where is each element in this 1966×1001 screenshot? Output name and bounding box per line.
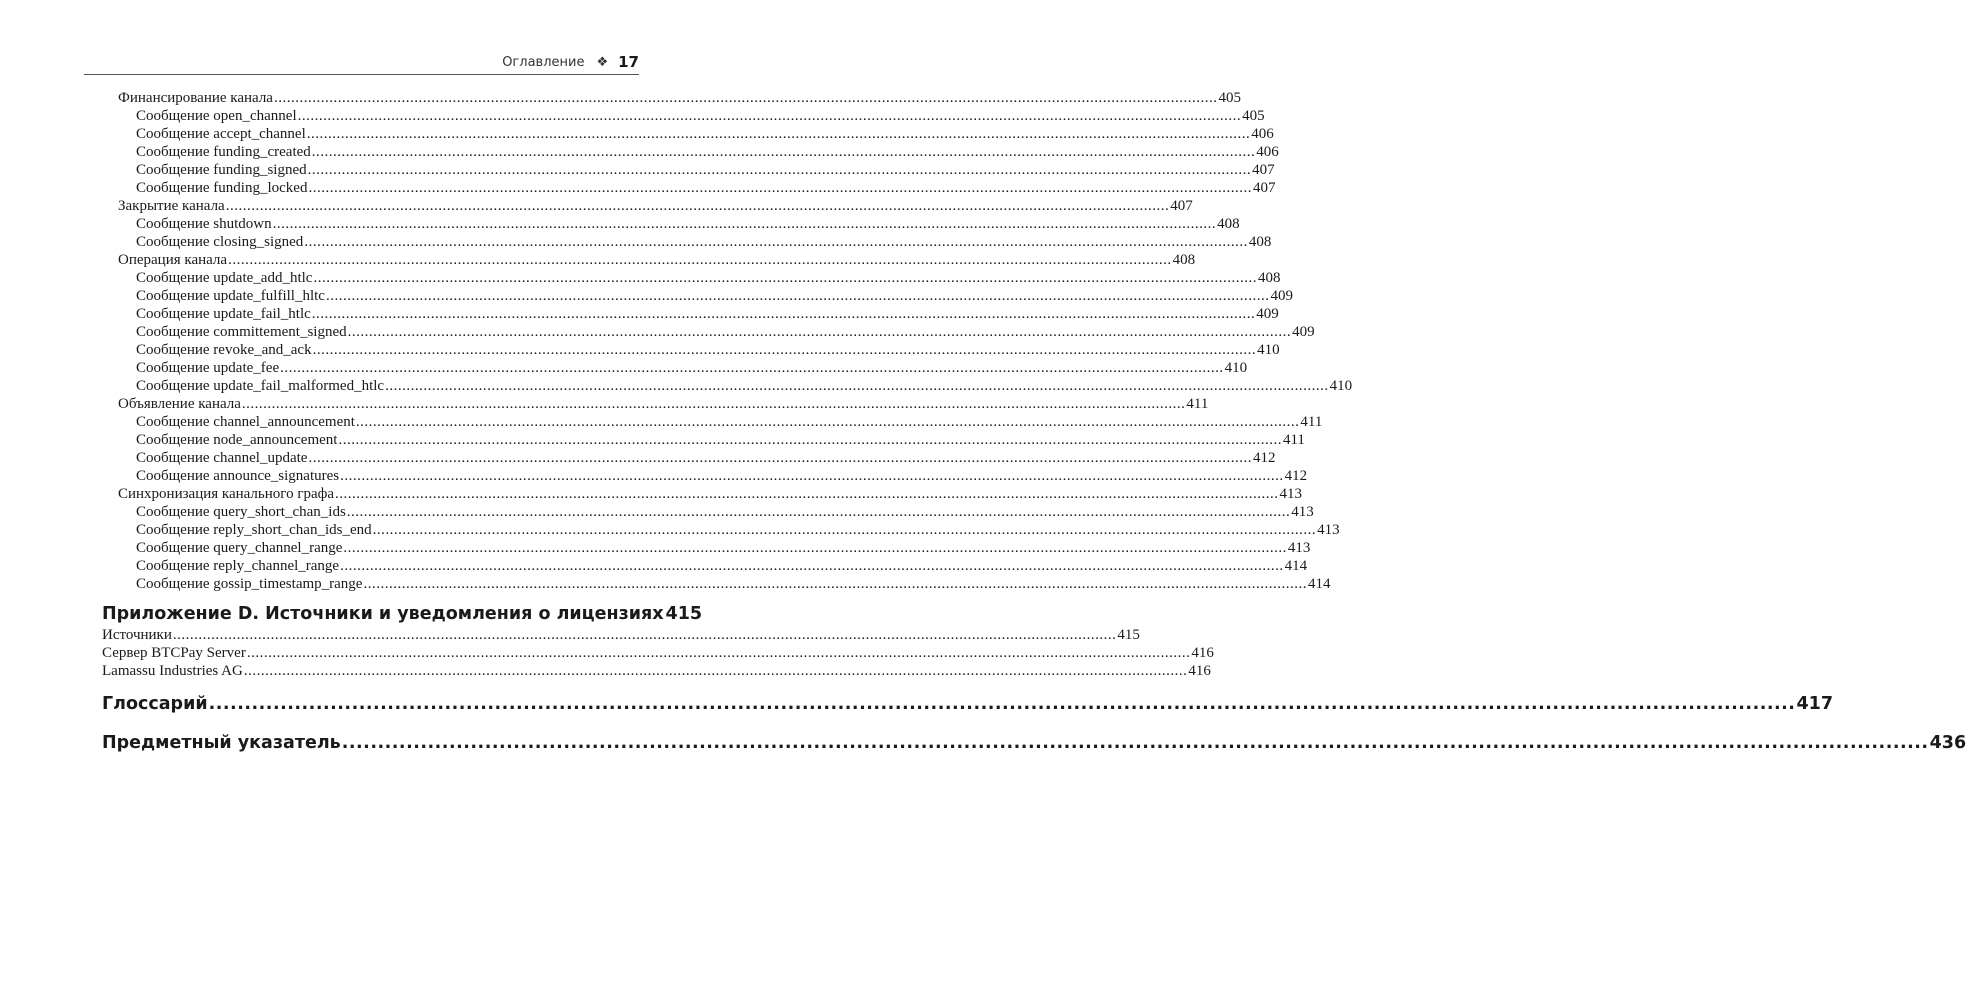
toc-entry-appendix-d[interactable] xyxy=(102,602,703,626)
toc-entry[interactable] xyxy=(102,626,1140,644)
toc-entry-page: 408 xyxy=(1217,216,1240,232)
toc-section-entries xyxy=(102,89,1353,593)
toc-entry[interactable] xyxy=(102,179,1276,197)
toc-entry[interactable] xyxy=(102,125,1274,143)
toc-entry-title: Сообщение funding_created xyxy=(136,144,311,160)
toc-entry[interactable] xyxy=(102,662,1211,680)
header-title: Оглавление xyxy=(502,54,585,70)
toc-entry-title: Сообщение announce_signatures xyxy=(136,468,340,484)
toc-entry-title: Сообщение update_add_htlc xyxy=(136,270,313,286)
dot-leader xyxy=(338,431,1282,449)
toc-entry-page: 436 xyxy=(1929,733,1966,753)
toc-entry-title: Сообщение channel_update xyxy=(136,450,308,466)
toc-entry-title: Сообщение query_channel_range xyxy=(136,540,343,556)
toc-entry[interactable] xyxy=(102,251,1196,269)
toc-entry[interactable] xyxy=(102,359,1248,377)
toc-entry-page: 408 xyxy=(1248,234,1272,250)
toc-entry-title: Сообщение open_channel xyxy=(136,108,297,124)
toc-entry-page: 411 xyxy=(1282,432,1305,448)
dot-leader xyxy=(307,125,1251,143)
dot-leader xyxy=(373,521,1317,539)
dot-leader xyxy=(308,179,1252,197)
toc-entry-page: 415 xyxy=(1117,627,1140,643)
toc-entry[interactable] xyxy=(102,305,1279,323)
toc-entry-title: Сервер BTCPay Server xyxy=(102,645,246,661)
toc-entry-title: Финансирование канала xyxy=(118,90,273,106)
toc-entry-title: Сообщение revoke_and_ack xyxy=(136,342,312,358)
toc-entry-page: 412 xyxy=(1252,450,1276,466)
dot-leader xyxy=(308,161,1252,179)
toc-entry-page: 406 xyxy=(1256,144,1279,160)
toc-entry-page: 405 xyxy=(1242,108,1265,124)
toc-entry[interactable] xyxy=(102,233,1272,251)
toc-entry-page: 416 xyxy=(1191,645,1214,661)
dot-leader xyxy=(247,644,1191,662)
toc-entry-page: 415 xyxy=(665,604,703,624)
toc-entry-page: 416 xyxy=(1188,663,1211,679)
toc-entry[interactable] xyxy=(102,269,1281,287)
toc-entry-title: Сообщение channel_announcement xyxy=(136,414,355,430)
ornament-icon: ❖ xyxy=(596,54,609,70)
toc-entry-title: Глоссарий xyxy=(102,694,208,714)
toc-entry[interactable] xyxy=(102,644,1214,662)
toc-entry-title: Предметный указатель xyxy=(102,733,341,753)
dot-leader xyxy=(312,305,1256,323)
toc-entry-page: 411 xyxy=(1300,414,1323,430)
dot-leader xyxy=(348,323,1292,341)
toc-entry[interactable] xyxy=(102,485,1303,503)
toc-entry-title: Сообщение committement_signed xyxy=(136,324,347,340)
toc-entry-page: 410 xyxy=(1224,360,1248,376)
toc-entry-page: 413 xyxy=(1291,504,1314,520)
toc-entry-title: Операция канала xyxy=(118,252,228,268)
toc-entry-title: Сообщение reply_short_chan_ids_end xyxy=(136,522,372,538)
dot-leader xyxy=(244,662,1188,680)
toc-entry-title: Сообщение update_fail_htlc xyxy=(136,306,311,322)
page-number: 17 xyxy=(618,53,639,71)
toc-entry[interactable] xyxy=(102,323,1315,341)
toc-entry-page: 409 xyxy=(1256,306,1279,322)
dot-leader xyxy=(340,467,1284,485)
dot-leader xyxy=(335,485,1279,503)
toc-entry-title: Сообщение accept_channel xyxy=(136,126,306,142)
toc-entry-title: Сообщение node_announcement xyxy=(136,432,338,448)
toc-entry[interactable] xyxy=(102,521,1340,539)
toc-entry-page: 414 xyxy=(1284,558,1308,574)
dot-leader xyxy=(347,503,1291,521)
dot-leader xyxy=(363,575,1307,593)
dot-leader xyxy=(274,89,1218,107)
toc-entry-glossary[interactable] xyxy=(102,692,1833,716)
dot-leader xyxy=(342,731,1929,755)
dot-leader xyxy=(385,377,1329,395)
toc-entry-index[interactable] xyxy=(102,731,1966,755)
toc-entry-page: 408 xyxy=(1257,270,1281,286)
toc-entry-page: 410 xyxy=(1257,342,1280,358)
toc-entry-title: Сообщение query_short_chan_ids xyxy=(136,504,346,520)
toc-entry-title: Сообщение funding_locked xyxy=(136,180,308,196)
toc-entry-page: 413 xyxy=(1317,522,1340,538)
toc-entry-title: Сообщение reply_channel_range xyxy=(136,558,340,574)
dot-leader xyxy=(280,359,1224,377)
toc-entry-page: 413 xyxy=(1287,540,1311,556)
toc-entry[interactable] xyxy=(102,89,1241,107)
toc-entry-title: Сообщение funding_signed xyxy=(136,162,307,178)
toc-entry-page: 414 xyxy=(1307,576,1331,592)
toc-entry-title: Сообщение gossip_timestamp_range xyxy=(136,576,363,592)
toc-entry[interactable] xyxy=(102,341,1280,359)
toc-entry-page: 412 xyxy=(1284,468,1308,484)
toc-entry[interactable] xyxy=(102,413,1323,431)
toc-entry[interactable] xyxy=(102,143,1279,161)
dot-leader xyxy=(242,395,1186,413)
toc-entry[interactable] xyxy=(102,449,1276,467)
toc-entry-page: 405 xyxy=(1218,90,1241,106)
dot-leader xyxy=(343,539,1287,557)
dot-leader xyxy=(313,269,1257,287)
toc-appendix-items xyxy=(102,626,1214,680)
toc-entry[interactable] xyxy=(102,575,1331,593)
toc-entry[interactable] xyxy=(102,503,1314,521)
toc-entry[interactable] xyxy=(102,197,1193,215)
dot-leader xyxy=(326,287,1270,305)
toc-entry-title: Синхронизация канального графа xyxy=(118,486,335,502)
toc-entry-page: 417 xyxy=(1796,694,1833,714)
toc-entry-title: Источники xyxy=(102,627,172,643)
toc-entry-title: Сообщение update_fail_malformed_htlc xyxy=(136,378,385,394)
toc-entry-title: Сообщение closing_signed xyxy=(136,234,304,250)
dot-leader xyxy=(312,143,1256,161)
toc-entry-page: 410 xyxy=(1329,378,1353,394)
toc-entry-page: 409 xyxy=(1270,288,1293,304)
toc-entry-title: Lamassu Industries AG xyxy=(102,663,243,679)
toc-entry[interactable] xyxy=(102,539,1311,557)
toc-entry-title: Приложение D. Источники и уведомления о лицензиях xyxy=(102,604,664,624)
dot-leader xyxy=(356,413,1300,431)
toc-entry[interactable] xyxy=(102,161,1275,179)
toc-entry-page: 407 xyxy=(1252,162,1275,178)
dot-leader xyxy=(304,233,1248,251)
dot-leader xyxy=(313,341,1257,359)
toc-entry-page: 408 xyxy=(1172,252,1196,268)
dot-leader xyxy=(298,107,1242,125)
table-of-contents xyxy=(102,89,1966,755)
dot-leader xyxy=(228,251,1172,269)
toc-entry-page: 413 xyxy=(1279,486,1303,502)
toc-entry[interactable] xyxy=(102,467,1308,485)
dot-leader xyxy=(226,197,1170,215)
toc-entry-page: 407 xyxy=(1170,198,1193,214)
dot-leader xyxy=(308,449,1252,467)
toc-entry-page: 411 xyxy=(1186,396,1209,412)
toc-entry-page: 409 xyxy=(1292,324,1315,340)
toc-entry[interactable] xyxy=(102,557,1308,575)
toc-entry[interactable] xyxy=(102,395,1209,413)
toc-entry-title: Сообщение update_fulfill_hltc xyxy=(136,288,325,304)
toc-entry[interactable] xyxy=(102,215,1240,233)
toc-entry-title: Сообщение shutdown xyxy=(136,216,272,232)
toc-entry-title: Сообщение update_fee xyxy=(136,360,280,376)
dot-leader xyxy=(340,557,1284,575)
dot-leader xyxy=(209,692,1796,716)
toc-entry[interactable] xyxy=(102,377,1353,395)
toc-entry[interactable] xyxy=(102,287,1293,305)
toc-entry[interactable] xyxy=(102,107,1265,125)
dot-leader xyxy=(273,215,1217,233)
running-header xyxy=(84,50,639,75)
dot-leader xyxy=(173,626,1117,644)
toc-entry-title: Объявление канала xyxy=(118,396,241,412)
toc-entry[interactable] xyxy=(102,431,1305,449)
toc-entry-title: Закрытие канала xyxy=(118,198,225,214)
toc-entry-page: 406 xyxy=(1251,126,1274,142)
toc-entry-page: 407 xyxy=(1252,180,1276,196)
